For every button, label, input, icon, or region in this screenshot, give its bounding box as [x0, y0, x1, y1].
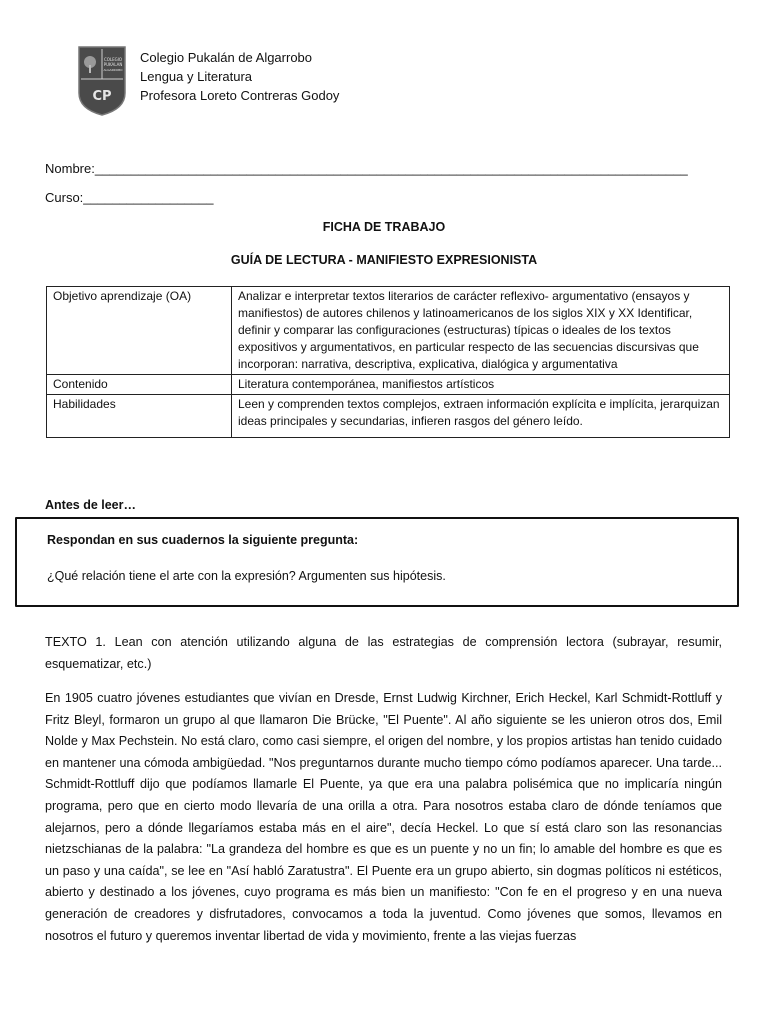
svg-text:COLEGIO: COLEGIO — [103, 57, 123, 62]
worksheet-subtitle: GUÍA DE LECTURA - MANIFIESTO EXPRESIONISTA — [230, 253, 538, 267]
teacher-name: Profesora Loreto Contreras Godoy — [140, 88, 340, 103]
text1-intro: TEXTO 1. Lean con atención utilizando alguna de las estrategias de comprensión lectora (subrayar, resumir, esquematizar, etc.) — [45, 635, 722, 671]
question-box — [15, 517, 739, 607]
svg-text:PUKALAN: PUKALAN — [103, 62, 123, 67]
row-value-objective: Analizar e interpretar textos literarios de carácter reflexivo- argumentativo (ensayos y manifiestos) de autores chilenos y latinoamericanos de los siglos XIX y XX Identificar, definir y comparar las configuraciones (estructuras) típicas o ideales de los textos expositivos y argumentativos, en particular respecto de las secuencias discursivas que incorporan: narrativa, descriptiva, explicativa, dialógica y argumentativa — [232, 287, 730, 375]
before-reading-heading: Antes de leer… — [45, 498, 137, 512]
row-label-content: Contenido — [47, 375, 232, 395]
header-block — [140, 48, 339, 105]
svg-text:CP: CP — [92, 89, 112, 104]
school-logo — [77, 45, 127, 117]
name-field[interactable]: Nombre:__________________________________________________________________________________ — [45, 161, 688, 176]
table-row — [47, 287, 730, 375]
objectives-table — [46, 286, 730, 438]
table-row — [47, 395, 730, 438]
svg-text:ALGARROBO: ALGARROBO — [103, 68, 123, 72]
question-text: ¿Qué relación tiene el arte con la expresión? Argumenten sus hipótesis. — [47, 569, 446, 583]
text1-body: En 1905 cuatro jóvenes estudiantes que vivían en Dresde, Ernst Ludwig Kirchner, Erich Heckel, Karl Schmidt-Rottluff y Fritz Bleyl, formaron un grupo al que llamaron Die Brücke, "El Puente". Al año siguiente se les unieron otros dos, Emil Nolde y Max Pechstein. No está claro, como casi siempre, el origen del nombre, y los propios artistas han tenido cuidado en mantener una cómoda ambigüedad. "Nos preguntarnos durante mucho tiempo cómo podíamos aparecer. Una tarde... Schmidt-Rottluff dijo que podíamos llamarle El Puente, ya que era una palabra polisémica que no implicaría ningún programa, pero que en cierto modo llevaría de una orilla a otra. Para nosotros estaba claro de dónde teníamos que alejarnos, pero a dónde llegaríamos estaba más en el aire", decía Heckel. Lo que sí está claro son las resonancias nietzschianas de la palabra: "La grandeza del hombre es que es un puente y no un fin; lo amable del hombre es que es un paso y una caída", se lee en "Así habló Zaratustra". El Puente era un grupo abierto, sin dogmas políticos ni estéticos, abierto y destinado a los jóvenes, cuyo programa es más bien un manifiesto: "Con fe en el progreso y en una nueva generación de creadores y disfrutadores, convocamos a toda la juventud. Como jóvenes que somos, llevamos en nosotros el futuro y queremos inventar libertad de vida y movimiento, frente a las viejas fuerzas — [45, 691, 722, 943]
worksheet-title: FICHA DE TRABAJO — [322, 220, 446, 234]
row-label-skills: Habilidades — [47, 395, 232, 438]
row-value-skills: Leen y comprenden textos complejos, extraen información explícita e implícita, jerarquizan ideas principales y secundarias, infieren rasgos del género leído. — [232, 395, 730, 438]
question-box-title: Respondan en sus cuadernos la siguiente pregunta: — [47, 533, 359, 547]
table-row — [47, 375, 730, 395]
course-field[interactable]: Curso:__________________ — [45, 190, 214, 205]
row-value-content: Literatura contemporánea, manifiestos artísticos — [232, 375, 730, 395]
subject-name: Lengua y Literatura — [140, 69, 253, 84]
row-label-objective: Objetivo aprendizaje (OA) — [47, 287, 232, 375]
school-name: Colegio Pukalán de Algarrobo — [140, 50, 313, 65]
